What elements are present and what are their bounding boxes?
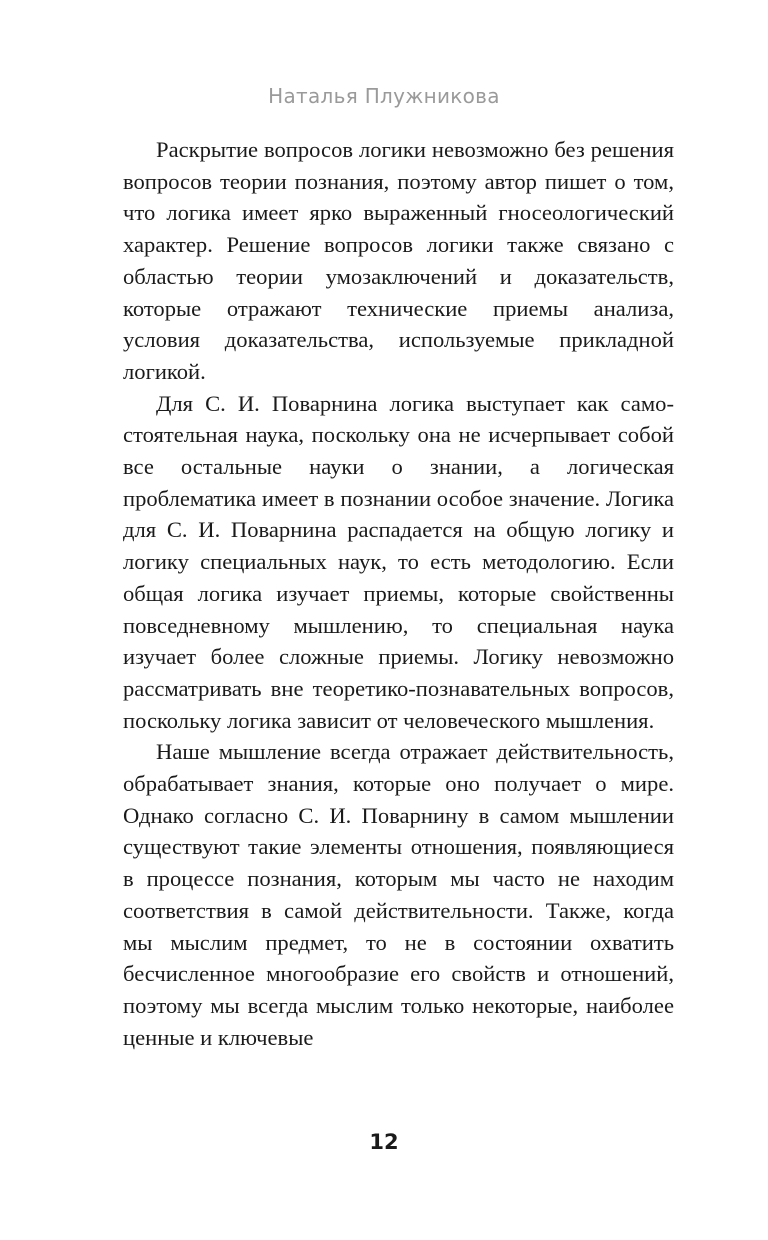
- page-number: 12: [369, 1130, 399, 1154]
- running-head-author: Наталья Плужникова: [268, 84, 500, 108]
- body-text: [123, 134, 674, 1053]
- paragraph-3: Наше мышление всегда отражает действительность, обрабатывает знания, которые оно получает о мире. Однако согласно С. И. Поварнину в самом мышлении существуют такие элементы отношения, появляющиеся в процессе познания, которым мы часто не находим соответствия в самой действительности. Также, когда мы мыслим предмет, то не в состоянии охватить бесчисленное многообразие его свойств и отношений, поэтому мы всегда мыслим только некоторые, наиболее ценные и ключевые: [123, 739, 674, 1050]
- paragraph-1: Раскрытие вопросов логики невозможно без решения вопросов теории познания, поэтому автор пишет о том, что логика имеет ярко выраженный гносеологический характер. Решение вопросов логики также связано с областью теории умозаключений и доказательств, которые отражают технические приемы анализа, условия доказательства, используемые прикладной логикой.: [123, 137, 674, 384]
- paragraph-2: Для С. И. Поварнина логика выступает как самостоятельная наука, поскольку она не исчерпывает собой все остальные науки о знании, а логическая проблематика имеет в познании особое значение. Логика для С. И. Поварнина распадается на общую логику и логику специальных наук, то есть методологию. Если общая логика изучает приемы, которые свойственны повседневному мышлению, то специальная наука изучает более сложные приемы. Логику невозможно рассматривать вне теоретико-познавательных вопросов, поскольку логика зависит от человеческого мышления.: [123, 390, 674, 733]
